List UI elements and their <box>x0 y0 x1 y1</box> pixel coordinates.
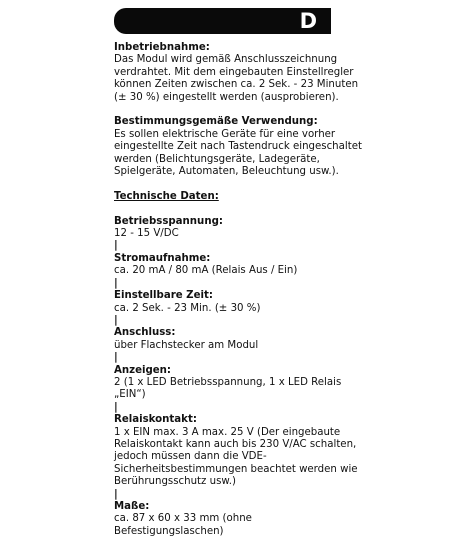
spec-value-relay-contact: 1 x EIN max. 3 A max. 25 V (Der eingebaute Relaiskontakt kann auch bis 230 V/AC schalten, jedoch müssen dann die VDE-Sicherheitsbestimmungen beachtet werden wie Berührungsschutz usw.) <box>114 426 358 488</box>
language-tab-letter: D <box>299 9 317 33</box>
section-gap <box>114 104 364 116</box>
spec-separator: | <box>114 488 118 500</box>
spec-value-operating-voltage: 12 - 15 V/DC <box>114 228 179 240</box>
section-commissioning-heading: Inbetriebnahme: <box>114 42 210 53</box>
section-intended-use-text: Es sollen elektrische Geräte für eine vorher eingestellte Zeit nach Tastendruck eingeschaltet werden (Belichtungsgeräte, Ladegeräte, Spielgeräte, Automaten, Beleuchtung usw.). <box>114 128 362 178</box>
spec-value-connection: über Flachstecker am Modul <box>114 339 259 351</box>
spec-label-dimensions: Maße: <box>114 501 150 512</box>
spec-separator: | <box>114 401 118 413</box>
technical-data-text <box>114 203 364 538</box>
section-technical-data-heading: Technische Daten: <box>114 190 219 202</box>
spec-label-relay-contact: Relaiskontakt: <box>114 414 197 426</box>
spec-separator: | <box>114 240 118 252</box>
spec-value-indicators: 2 (1 x LED Betriebsspannung, 1 x LED Relais „EIN“) <box>114 376 342 401</box>
spec-label-current-consumption: Stromaufnahme: <box>114 252 211 264</box>
section-technical-data <box>114 191 364 538</box>
section-intended-use-heading: Bestimmungsgemäße Verwendung: <box>114 116 318 128</box>
spec-label-connection: Anschluss: <box>114 327 176 339</box>
section-commissioning <box>114 42 364 104</box>
section-intended-use <box>114 116 364 178</box>
spec-value-adjustable-time: ca. 2 Sek. - 23 Min. (± 30 %) <box>114 302 261 314</box>
spec-value-current-consumption: ca. 20 mA / 80 mA (Relais Aus / Ein) <box>114 265 298 277</box>
section-commissioning-text: Das Modul wird gemäß Anschlusszeichnung verdrahtet. Mit dem eingebauten Einstellregler können Zeiten zwischen ca. 2 Sek. - 23 Minuten (± 30 %) eingestellt werden (ausprobieren). <box>114 54 359 103</box>
spec-label-indicators: Anzeigen: <box>114 364 171 376</box>
spec-separator: | <box>114 314 118 326</box>
spec-separator: | <box>114 277 118 289</box>
spec-label-operating-voltage: Betriebsspannung: <box>114 215 223 227</box>
spec-label-adjustable-time: Einstellbare Zeit: <box>114 290 213 302</box>
manual-content <box>114 42 364 538</box>
language-tab <box>114 8 331 34</box>
spec-value-dimensions: ca. 87 x 60 x 33 mm (ohne Befestigungslaschen) <box>114 513 252 537</box>
section-gap <box>114 178 364 190</box>
spec-separator: | <box>114 352 118 364</box>
